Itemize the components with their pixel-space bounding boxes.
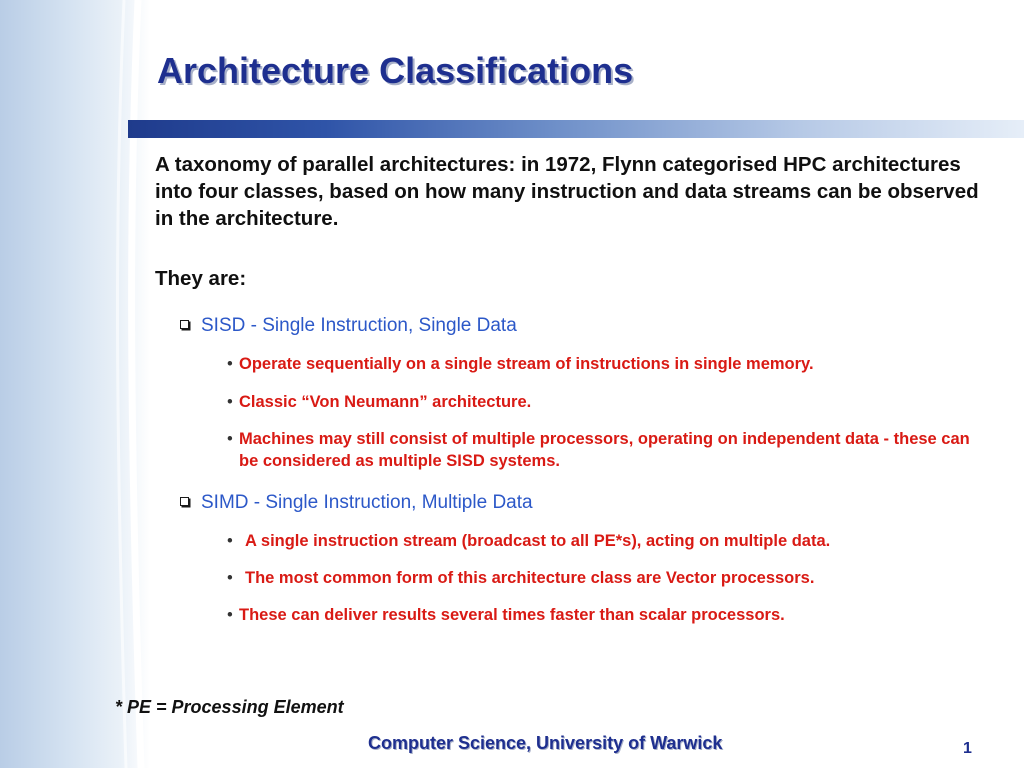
list-item (227, 353, 979, 375)
class-heading-simd (180, 492, 533, 514)
bullet-dot-icon: • (227, 532, 233, 550)
slide-title: Architecture Classifications (157, 50, 634, 91)
list-item-text: These can deliver results several times faster than scalar processors. (239, 606, 785, 624)
class-heading-label: SIMD - Single Instruction, Multiple Data (201, 492, 533, 513)
they-are-label: They are: (155, 267, 247, 290)
list-item-text: Operate sequentially on a single stream of instructions in single memory. (239, 355, 814, 373)
list-item (227, 604, 979, 626)
list-item (227, 391, 979, 413)
bullet-dot-icon: • (227, 355, 233, 373)
class-heading-label: SISD - Single Instruction, Single Data (201, 315, 517, 336)
list-item-text: Classic “Von Neumann” architecture. (239, 393, 532, 411)
decorative-curves (0, 0, 150, 768)
page-number: 1 (963, 740, 972, 757)
bullet-dot-icon: • (227, 569, 233, 587)
bullet-dot-icon: • (227, 606, 233, 624)
hollow-square-icon (180, 497, 189, 506)
footer-institution: Computer Science, University of Warwick (368, 733, 723, 753)
bullet-dot-icon: • (227, 430, 233, 448)
bullet-dot-icon: • (227, 393, 233, 411)
list-item (227, 530, 985, 552)
list-item (227, 428, 979, 472)
class-heading-sisd (180, 315, 517, 337)
intro-paragraph: A taxonomy of parallel architectures: in 1972, Flynn categorised HPC architectures into four classes, based on how many instruction and data streams can be observed in the architecture. (155, 153, 979, 230)
list-item-text: Machines may still consist of multiple processors, operating on independent data - these can be considered as multiple SISD systems. (239, 430, 970, 470)
hollow-square-icon (180, 320, 189, 329)
footnote: * PE = Processing Element (115, 697, 344, 717)
list-item-text: A single instruction stream (broadcast to all PE*s), acting on multiple data. (245, 532, 831, 550)
list-item-text: The most common form of this architecture class are Vector processors. (245, 569, 815, 587)
list-item (227, 567, 985, 589)
title-rule (128, 120, 1024, 138)
